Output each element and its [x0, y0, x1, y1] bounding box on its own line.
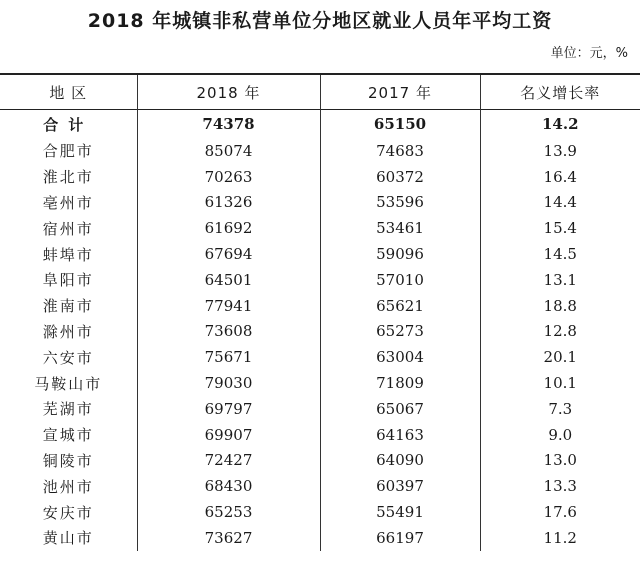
- value-2017-cell: 65273: [320, 319, 480, 345]
- value-2018-cell: 75671: [137, 344, 320, 370]
- table-row: [0, 319, 640, 345]
- header-growth: 名义增长率: [480, 74, 640, 110]
- value-2018-cell: 65253: [137, 499, 320, 525]
- growth-rate-cell: 18.8: [480, 293, 640, 319]
- growth-rate-cell: 14.4: [480, 190, 640, 216]
- growth-rate-cell: 10.1: [480, 370, 640, 396]
- value-2017-cell: 74683: [320, 138, 480, 164]
- region-cell: 亳州市: [0, 190, 137, 216]
- region-cell: 铜陵市: [0, 448, 137, 474]
- value-2017-cell: 53461: [320, 215, 480, 241]
- region-cell: 马鞍山市: [0, 370, 137, 396]
- region-cell: 淮南市: [0, 293, 137, 319]
- growth-rate-cell: 17.6: [480, 499, 640, 525]
- value-2018-cell: 61692: [137, 215, 320, 241]
- value-2018-cell: 72427: [137, 448, 320, 474]
- region-cell: 蚌埠市: [0, 241, 137, 267]
- region-cell: 滁州市: [0, 319, 137, 345]
- table-row: [0, 448, 640, 474]
- value-2017-cell: 65150: [320, 110, 480, 139]
- table-row: [0, 215, 640, 241]
- growth-rate-cell: 13.1: [480, 267, 640, 293]
- table-row: [0, 422, 640, 448]
- value-2017-cell: 63004: [320, 344, 480, 370]
- region-cell: 合肥市: [0, 138, 137, 164]
- growth-rate-cell: 13.9: [480, 138, 640, 164]
- region-cell: 宣城市: [0, 422, 137, 448]
- value-2018-cell: 79030: [137, 370, 320, 396]
- value-2017-cell: 66197: [320, 525, 480, 551]
- table-row: [0, 370, 640, 396]
- value-2018-cell: 67694: [137, 241, 320, 267]
- table-title: 2018 年城镇非私营单位分地区就业人员年平均工资: [87, 10, 553, 32]
- wage-table: [0, 73, 640, 551]
- table-body: [0, 110, 640, 551]
- value-2017-cell: 60397: [320, 473, 480, 499]
- growth-rate-cell: 12.8: [480, 319, 640, 345]
- value-2017-cell: 71809: [320, 370, 480, 396]
- table-row: [0, 525, 640, 551]
- growth-rate-cell: 14.2: [480, 110, 640, 139]
- value-2018-cell: 70263: [137, 164, 320, 190]
- header-row: [0, 74, 640, 110]
- header-region: 地 区: [0, 74, 137, 110]
- growth-rate-cell: 14.5: [480, 241, 640, 267]
- value-2017-cell: 65621: [320, 293, 480, 319]
- unit-note: 单位：元，%: [550, 46, 628, 61]
- value-2018-cell: 64501: [137, 267, 320, 293]
- table-row: [0, 344, 640, 370]
- value-2018-cell: 85074: [137, 138, 320, 164]
- region-cell: 合计: [0, 110, 137, 139]
- value-2017-cell: 55491: [320, 499, 480, 525]
- growth-rate-cell: 15.4: [480, 215, 640, 241]
- value-2018-cell: 69797: [137, 396, 320, 422]
- growth-rate-cell: 16.4: [480, 164, 640, 190]
- value-2017-cell: 57010: [320, 267, 480, 293]
- growth-rate-cell: 7.3: [480, 396, 640, 422]
- region-cell: 黄山市: [0, 525, 137, 551]
- value-2017-cell: 65067: [320, 396, 480, 422]
- value-2017-cell: 59096: [320, 241, 480, 267]
- table-row: [0, 164, 640, 190]
- value-2018-cell: 61326: [137, 190, 320, 216]
- header-2018: 2018 年: [137, 74, 320, 110]
- growth-rate-cell: 13.3: [480, 473, 640, 499]
- value-2017-cell: 64090: [320, 448, 480, 474]
- value-2017-cell: 60372: [320, 164, 480, 190]
- region-cell: 六安市: [0, 344, 137, 370]
- table-row: [0, 190, 640, 216]
- growth-rate-cell: 9.0: [480, 422, 640, 448]
- region-cell: 宿州市: [0, 215, 137, 241]
- total-row: [0, 110, 640, 139]
- table-row: [0, 473, 640, 499]
- region-cell: 安庆市: [0, 499, 137, 525]
- value-2017-cell: 53596: [320, 190, 480, 216]
- value-2018-cell: 69907: [137, 422, 320, 448]
- table-row: [0, 396, 640, 422]
- growth-rate-cell: 13.0: [480, 448, 640, 474]
- region-cell: 芜湖市: [0, 396, 137, 422]
- growth-rate-cell: 20.1: [480, 344, 640, 370]
- value-2017-cell: 64163: [320, 422, 480, 448]
- value-2018-cell: 77941: [137, 293, 320, 319]
- value-2018-cell: 73608: [137, 319, 320, 345]
- header-2017: 2017 年: [320, 74, 480, 110]
- table-row: [0, 138, 640, 164]
- table-row: [0, 241, 640, 267]
- table-row: [0, 267, 640, 293]
- table-row: [0, 293, 640, 319]
- region-cell: 池州市: [0, 473, 137, 499]
- value-2018-cell: 73627: [137, 525, 320, 551]
- region-cell: 淮北市: [0, 164, 137, 190]
- table-row: [0, 499, 640, 525]
- growth-rate-cell: 11.2: [480, 525, 640, 551]
- value-2018-cell: 68430: [137, 473, 320, 499]
- value-2018-cell: 74378: [137, 110, 320, 139]
- region-cell: 阜阳市: [0, 267, 137, 293]
